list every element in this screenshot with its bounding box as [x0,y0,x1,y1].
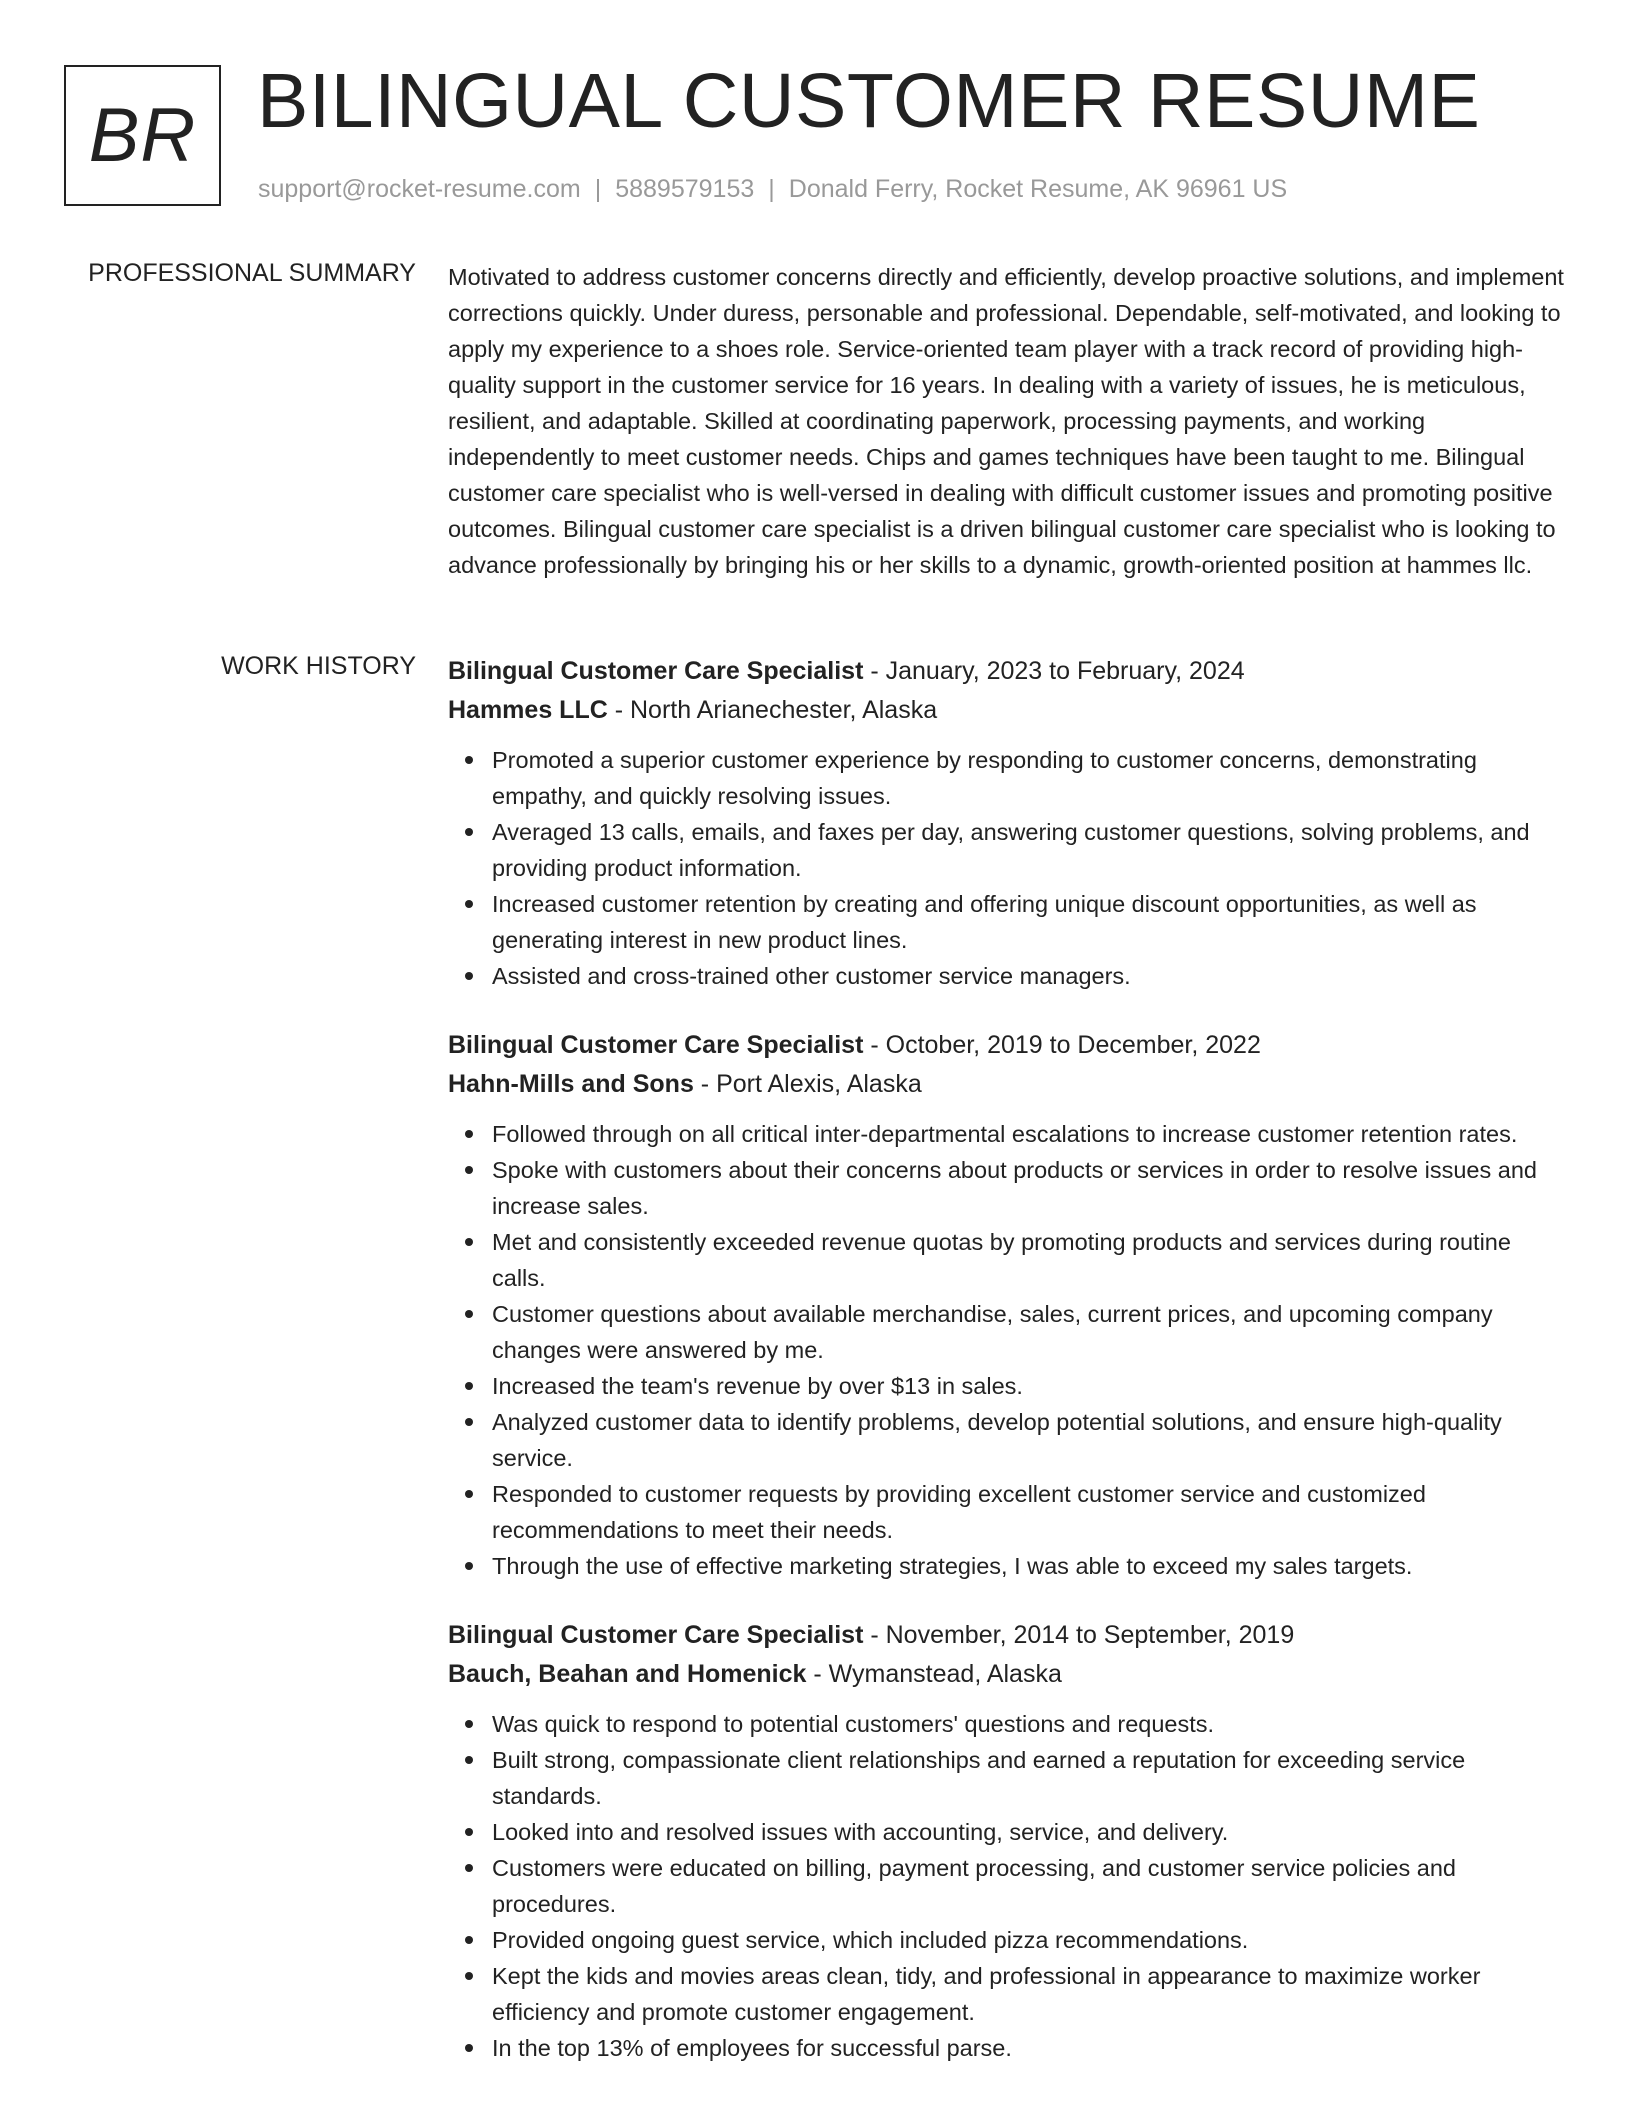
duty-item: Built strong, compassionate client relationships and earned a reputation for exceeding service standards. [492,1742,1568,1814]
duties-list [448,1116,1568,1584]
section-label-summary: PROFESSIONAL SUMMARY [88,259,416,287]
duty-item: Responded to customer requests by providing excellent customer service and customized recommendations to meet their needs. [492,1476,1568,1548]
duties-list [448,1706,1568,2066]
job-dates: - November, 2014 to September, 2019 [863,1621,1295,1649]
contact-separator: | [594,175,602,203]
job-company-line [448,691,1568,730]
resume-title: BILINGUAL CUSTOMER RESUME [257,58,1481,144]
job-location: - Port Alexis, Alaska [693,1070,922,1098]
duty-item: Looked into and resolved issues with accounting, service, and delivery. [492,1814,1568,1850]
duty-item: Through the use of effective marketing strategies, I was able to exceed my sales targets. [492,1548,1568,1584]
job-company-line [448,1065,1568,1104]
job-title-line [448,1616,1568,1655]
job-title: Bilingual Customer Care Specialist [448,1031,864,1059]
duty-item: Met and consistently exceeded revenue quotas by promoting products and services during routine calls. [492,1224,1568,1296]
job-title: Bilingual Customer Care Specialist [448,1621,864,1649]
duty-item: Kept the kids and movies areas clean, tidy, and professional in appearance to maximize worker efficiency and promote customer engagement. [492,1958,1568,2030]
summary-text: Motivated to address customer concerns directly and efficiently, develop proactive solutions, and implement corrections quickly. Under duress, personable and professional. Dependable, self-motivated, and looking to apply my experience to a shoes role. Service-oriented team player with a track record of providing high-quality support in the customer service for 16 years. In dealing with a variety of issues, he is meticulous, resilient, and adaptable. Skilled at coordinating paperwork, processing payments, and working independently to meet customer needs. Chips and games techniques have been taught to me. Bilingual customer care specialist who is well-versed in dealing with difficult customer issues and promoting positive outcomes. Bilingual customer care specialist is a driven bilingual customer care specialist who is looking to advance professionally by bringing his or her skills to a dynamic, growth-oriented position at hammes llc. [448,264,1564,578]
duty-item: Averaged 13 calls, emails, and faxes per day, answering customer questions, solving problems, and providing product information. [492,814,1568,886]
duty-item: Customer questions about available merchandise, sales, current prices, and upcoming company changes were answered by me. [492,1296,1568,1368]
duties-list [448,742,1568,994]
duty-item: Assisted and cross-trained other customer service managers. [492,958,1568,994]
job-company-line [448,1655,1568,1694]
duty-item: Promoted a superior customer experience by responding to customer concerns, demonstrating empathy, and quickly resolving issues. [492,742,1568,814]
job-title: Bilingual Customer Care Specialist [448,657,864,685]
contact-line [258,175,1287,204]
job-company: Hammes LLC [448,696,608,724]
job-entry [448,652,1568,994]
duty-item: Increased customer retention by creating and offering unique discount opportunities, as well as generating interest in new product lines. [492,886,1568,958]
contact-phone: 5889579153 [615,175,755,203]
resume-header [64,58,1584,210]
job-title-line [448,652,1568,691]
duty-item: Followed through on all critical inter-departmental escalations to increase customer retention rates. [492,1116,1568,1152]
section-label-work-history: WORK HISTORY [221,652,416,680]
summary-body [448,259,1568,583]
job-entry [448,1616,1568,2066]
job-title-line [448,1026,1568,1065]
job-location: - Wymanstead, Alaska [806,1660,1062,1688]
contact-separator: | [768,175,775,203]
contact-address: Donald Ferry, Rocket Resume, AK 96961 US [788,175,1288,203]
duty-item: Increased the team's revenue by over $13 in sales. [492,1368,1568,1404]
work-history-body [448,652,1568,2098]
duty-item: Analyzed customer data to identify problems, develop potential solutions, and ensure high-quality service. [492,1404,1568,1476]
duty-item: Provided ongoing guest service, which included pizza recommendations. [492,1922,1568,1958]
contact-email: support@rocket-resume.com [258,175,581,203]
duty-item: Spoke with customers about their concerns about products or services in order to resolve issues and increase sales. [492,1152,1568,1224]
job-dates: - January, 2023 to February, 2024 [863,657,1245,685]
job-company: Hahn-Mills and Sons [448,1070,694,1098]
job-company: Bauch, Beahan and Homenick [448,1660,807,1688]
job-location: - North Arianechester, Alaska [607,696,938,724]
job-dates: - October, 2019 to December, 2022 [863,1031,1261,1059]
monogram-logo: BR [64,65,221,206]
duty-item: In the top 13% of employees for successful parse. [492,2030,1568,2066]
job-entry [448,1026,1568,1584]
duty-item: Was quick to respond to potential customers' questions and requests. [492,1706,1568,1742]
duty-item: Customers were educated on billing, payment processing, and customer service policies and procedures. [492,1850,1568,1922]
